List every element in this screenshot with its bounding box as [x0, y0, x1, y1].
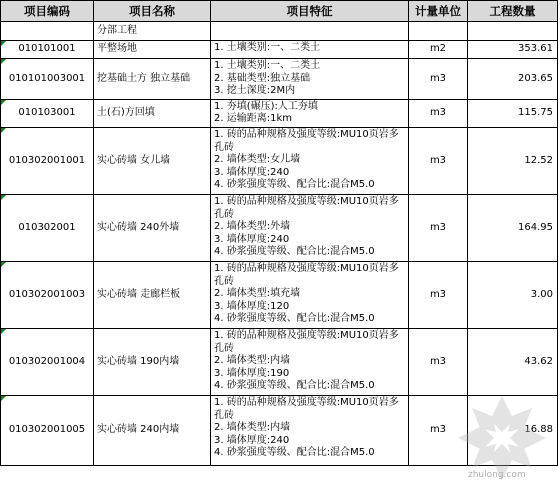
item-features	[211, 261, 409, 328]
watermark-text: zhulong.com	[468, 470, 526, 480]
feature-line: 2. 墙体类型:女儿墙	[214, 154, 301, 166]
section-qty-cell	[468, 22, 558, 41]
feature-line: 1. 夯填(碾压):人工夯填	[214, 100, 318, 112]
item-code: 010302001005	[1, 395, 94, 465]
feature-line: 2. 墙体类型:内墙	[214, 422, 291, 434]
item-quantity: 12.52	[468, 127, 558, 194]
feature-line: 4. 砂浆强度等级、配合比:混合M5.0	[214, 179, 375, 191]
feature-line: 孔砖	[214, 409, 234, 421]
table-row	[1, 194, 558, 261]
feature-line: 2. 基础类型:独立基础	[214, 72, 311, 84]
item-code: 010302001	[1, 194, 94, 261]
item-unit: m3	[409, 99, 468, 127]
item-code: 010101001	[1, 41, 94, 59]
item-features	[211, 99, 409, 127]
table-row	[1, 127, 558, 194]
item-quantity: 353.61	[468, 41, 558, 59]
feature-line: 4. 砂浆强度等级、配合比:混合M5.0	[214, 380, 375, 392]
header-row	[1, 1, 558, 22]
table-row	[1, 395, 558, 465]
feature-line: 1. 砖的品种规格及强度等级:MU10页岩多	[214, 195, 399, 207]
feature-line: 4. 砂浆强度等级、配合比:混合M5.0	[214, 447, 375, 459]
cell-comment-marker-icon	[1, 59, 6, 64]
header-feature: 项目特征	[211, 1, 409, 22]
feature-line: 孔砖	[214, 275, 234, 287]
item-features	[211, 127, 409, 194]
cell-comment-marker-icon	[1, 396, 6, 401]
feature-line: 1. 土壤类别:一、二类土	[214, 60, 321, 71]
item-quantity: 16.88	[468, 395, 558, 465]
feature-line: 3. 墙体厚度:120	[214, 300, 290, 312]
table-row	[1, 99, 558, 127]
item-name: 平整场地	[94, 41, 211, 59]
feature-line: 2. 运输距离:1km	[214, 113, 292, 125]
item-name: 实心砖墙 走廊栏板	[94, 261, 211, 328]
item-unit: m3	[409, 395, 468, 465]
feature-line: 4. 砂浆强度等级、配合比:混合M5.0	[214, 313, 375, 325]
table-row	[1, 59, 558, 100]
feature-line: 孔砖	[214, 141, 234, 153]
table-row	[1, 261, 558, 328]
item-features	[211, 41, 409, 59]
section-feature-cell	[211, 22, 409, 41]
header-unit: 计量单位	[409, 1, 468, 22]
item-name: 实心砖墙 190内墙	[94, 328, 211, 395]
item-features	[211, 395, 409, 465]
feature-line: 1. 土壤类别:一、二类土	[214, 42, 321, 53]
item-unit: m3	[409, 328, 468, 395]
item-quantity: 164.95	[468, 194, 558, 261]
section-label: 分部工程	[94, 22, 211, 41]
header-qty: 工程数量	[468, 1, 558, 22]
cell-comment-marker-icon	[1, 100, 6, 105]
feature-line: 1. 砖的品种规格及强度等级:MU10页岩多	[214, 128, 399, 140]
feature-line: 3. 挖土深度:2M内	[214, 85, 296, 97]
item-name: 挖基础土方 独立基础	[94, 59, 211, 100]
header-name: 项目名称	[94, 1, 211, 22]
feature-line: 孔砖	[214, 208, 234, 220]
section-unit-cell	[409, 22, 468, 41]
item-name: 实心砖墙 240外墙	[94, 194, 211, 261]
feature-line: 4. 砂浆强度等级、配合比:混合M5.0	[214, 246, 375, 258]
item-unit: m2	[409, 41, 468, 59]
item-name: 实心砖墙 女儿墙	[94, 127, 211, 194]
item-name: 实心砖墙 240内墙	[94, 395, 211, 465]
item-quantity: 3.00	[468, 261, 558, 328]
cell-comment-marker-icon	[1, 329, 6, 334]
cell-comment-marker-icon	[1, 262, 6, 267]
item-name: 土(石)方回填	[94, 99, 211, 127]
item-quantity: 115.75	[468, 99, 558, 127]
item-code: 010101003001	[1, 59, 94, 100]
item-unit: m3	[409, 194, 468, 261]
item-features	[211, 59, 409, 100]
item-unit: m3	[409, 127, 468, 194]
feature-line: 孔砖	[214, 342, 234, 354]
header-code: 项目编码	[1, 1, 94, 22]
cell-comment-marker-icon	[1, 195, 6, 200]
feature-line: 3. 墙体厚度:190	[214, 367, 290, 379]
item-unit: m3	[409, 59, 468, 100]
cell-comment-marker-icon	[1, 41, 6, 46]
table-row	[1, 328, 558, 395]
feature-line: 1. 砖的品种规格及强度等级:MU10页岩多	[214, 329, 399, 341]
item-code: 010103001	[1, 99, 94, 127]
feature-line: 3. 墙体厚度:240	[214, 434, 290, 446]
item-features	[211, 328, 409, 395]
item-quantity: 203.65	[468, 59, 558, 100]
feature-line: 2. 墙体类型:外墙	[214, 221, 291, 233]
item-code: 010302001001	[1, 127, 94, 194]
feature-line: 1. 砖的品种规格及强度等级:MU10页岩多	[214, 396, 399, 408]
cell-comment-marker-icon	[1, 128, 6, 133]
feature-line: 3. 墙体厚度:240	[214, 233, 290, 245]
table-row	[1, 41, 558, 59]
feature-line: 1. 砖的品种规格及强度等级:MU10页岩多	[214, 262, 399, 274]
item-quantity: 43.62	[468, 328, 558, 395]
item-features	[211, 194, 409, 261]
feature-line: 3. 墙体厚度:240	[214, 166, 290, 178]
item-code: 010302001003	[1, 261, 94, 328]
feature-line: 2. 墙体类型:填充墙	[214, 288, 301, 300]
item-unit: m3	[409, 261, 468, 328]
item-code: 010302001004	[1, 328, 94, 395]
feature-line: 2. 墙体类型:内墙	[214, 355, 291, 367]
section-row	[1, 22, 558, 41]
section-code-cell	[1, 22, 94, 41]
